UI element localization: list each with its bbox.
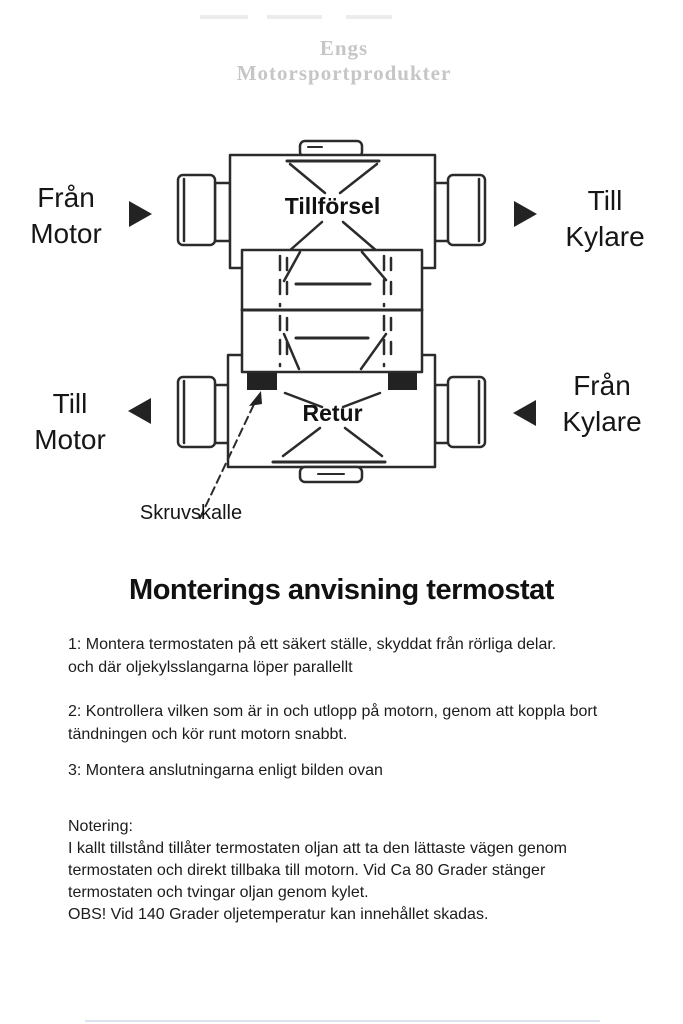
- label-line: Kylare: [562, 406, 642, 437]
- note-line4: OBS! Vid 140 Grader oljetemperatur kan innehållet skadas.: [68, 906, 489, 923]
- instruction-step2-line2: tändningen och kör runt motorn snabbt.: [68, 726, 348, 743]
- label-line: Från: [573, 370, 631, 401]
- screw-head-right: [388, 373, 417, 390]
- label-till-kylare: [543, 183, 667, 255]
- arrow-right-icon: [129, 201, 152, 227]
- bottom-divider: [85, 1020, 600, 1022]
- watermark-brand-line1: Engs: [319, 36, 369, 60]
- label-fran-motor: [4, 180, 128, 252]
- middle-block-drawing: [242, 250, 422, 372]
- note-line3: termostaten och tvingar oljan genom kylet.: [68, 884, 369, 901]
- arrow-right-icon: [514, 201, 537, 227]
- label-fran-kylare: [540, 368, 664, 440]
- instruction-step3: 3: Montera anslutningarna enligt bilden ovan: [68, 762, 383, 779]
- watermark-brand-line2: Motorsportprodukter: [236, 61, 452, 85]
- arrow-left-icon: [513, 400, 536, 426]
- label-line: Till: [52, 388, 88, 419]
- label-line: Kylare: [565, 221, 645, 252]
- label-line: Till: [587, 185, 623, 216]
- page-title: Monterings anvisning termostat: [129, 574, 554, 606]
- screw-head-left: [247, 373, 277, 390]
- instruction-step1-line2: och där oljekylsslangarna löper parallellt: [68, 659, 353, 676]
- label-retur: Retur: [302, 400, 363, 426]
- instruction-step1-line1: 1: Montera termostaten på ett säkert ställe, skyddat från rörliga delar.: [68, 636, 557, 653]
- label-tillforsel: Tillförsel: [284, 193, 381, 219]
- note-line2: termostaten och direkt tillbaka till motorn. Vid Ca 80 Grader stänger: [68, 862, 546, 879]
- note-line1: I kallt tillstånd tillåter termostaten oljan att ta den lättaste vägen genom: [68, 840, 567, 857]
- note-title: Notering:: [68, 818, 133, 835]
- label-line: Från: [37, 182, 95, 213]
- label-line: Motor: [30, 218, 102, 249]
- label-skruvskalle: Skruvskalle: [139, 502, 243, 524]
- instruction-step2-line1: 2: Kontrollera vilken som är in och utlopp på motorn, genom att koppla bort: [68, 703, 598, 720]
- label-line: Motor: [34, 424, 106, 455]
- label-till-motor: [8, 386, 132, 458]
